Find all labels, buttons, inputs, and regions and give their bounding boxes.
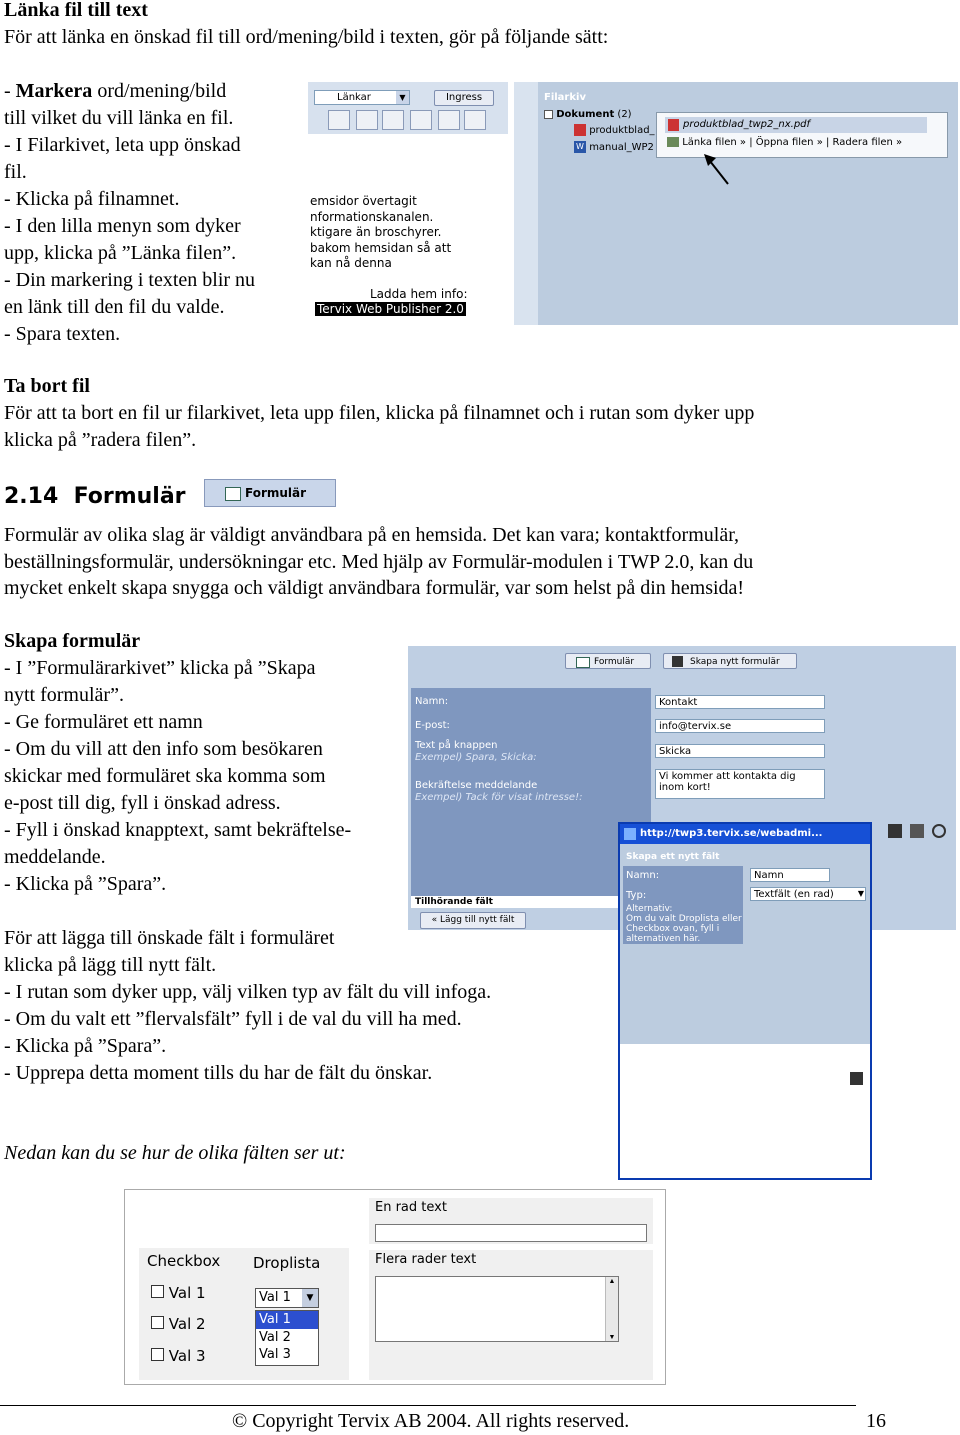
dropdown-select[interactable] [255,1288,319,1308]
popup-type-select[interactable] [750,887,866,901]
dropdown-option[interactable]: Val 2 [259,1330,291,1345]
file-name: manual_WP2 [589,142,654,153]
file-name: produktblad_ [589,125,655,136]
create-form-line: e-post till dig, fyll i önskad adress. [4,792,281,814]
single-line-input[interactable] [375,1224,647,1242]
chevron-down-icon: ▼ [302,1289,318,1307]
download-label: Ladda hem info: [370,287,468,301]
file-item[interactable] [574,141,654,153]
button-text-label [415,740,537,764]
create-form-line: - Fyll i önskad knapptext, samt bekräftelse- [4,819,352,841]
popup-alternatives-text [626,904,742,944]
single-line-title: En rad text [375,1200,447,1215]
checkbox-option-label: Val 3 [168,1347,206,1365]
download-link[interactable]: Tervix Web Publisher 2.0 [317,302,464,316]
outdent-icon[interactable] [356,110,378,130]
textarea-scrollbar[interactable] [605,1277,618,1341]
link-file-step-line: - I den lilla menyn som dyker [4,215,241,237]
checkbox-option[interactable] [151,1284,206,1302]
popup-actions[interactable] [667,137,902,148]
section-line: Formulär av olika slag är väldigt användbara på en hemsida. Det kan vara; kontaktformulär, [4,524,740,546]
horizontal-rule-icon[interactable] [382,110,404,130]
checkbox-title: Checkbox [147,1252,221,1270]
editor-text [310,194,451,272]
pdf-icon [574,124,586,136]
dropdown-option[interactable]: Val 1 [256,1311,318,1329]
popup-name-label: Namn: [626,870,660,881]
link-file-step-line: - Spara texten. [4,323,121,345]
editor-text-line: kan nå denna [310,256,392,270]
multi-line-title: Flera rader text [375,1252,477,1267]
link-file-step-line: till vilket du vill länka en fil. [4,107,234,129]
create-form-line: - Ge formuläret ett namn [4,711,203,733]
save-icon [672,656,683,667]
checkbox[interactable] [151,1348,164,1361]
email-label: E-post: [415,720,450,731]
checkbox-option[interactable] [151,1315,206,1333]
add-field-line: - I rutan som dyker upp, välj vilken typ av fält du vill infoga. [4,981,492,1003]
form-module-button [204,479,336,507]
scroll-down-icon[interactable]: ▼ [608,1333,616,1341]
link-file-heading: Länka fil till text [4,0,148,21]
confirm-label-main: Bekräftelse meddelande [415,780,538,791]
checkbox[interactable] [151,1285,164,1298]
checkbox-option[interactable] [151,1347,206,1365]
collapse-icon[interactable] [544,110,553,119]
checkbox-option-label: Val 2 [168,1315,206,1333]
remove-file-heading: Ta bort fil [4,375,90,397]
link-file-step-line: en länk till den fil du valde. [4,296,225,318]
name-label: Namn: [415,696,449,707]
popup-type-label: Typ: [626,890,647,901]
popup-filename-text: produktblad_twp2_nx.pdf [683,119,811,130]
step-1-bold: Markera [15,80,93,102]
email-field[interactable]: info@tervix.se [655,719,825,733]
confirm-message-field[interactable]: Vi kommer att kontakta dig inom kort! [655,769,825,799]
step-1-rest: ord/mening/bild [92,80,227,102]
popup-type-value: Textfält (en rad) [754,889,834,900]
section-line: mycket enkelt skapa snygga och väldigt användbara formulär, var som helst på din hemsida! [4,577,745,599]
button-text-label-main: Text på knappen [415,740,498,751]
word-icon: W [574,141,586,153]
save-icon[interactable] [850,1072,863,1085]
create-new-form-button[interactable] [663,653,797,669]
link-file-step-line: - I Filarkivet, leta upp önskad [4,134,241,156]
form-icon [225,487,241,501]
browser-icon [624,828,636,840]
fields-demo [124,1189,666,1385]
name-field[interactable]: Kontakt [655,695,825,709]
columns-icon[interactable] [438,110,460,130]
create-form-line: - Klicka på ”Spara”. [4,873,167,895]
remove-file-line: För att ta bort en fil ur filarkivet, leta upp filen, klicka på filnamnet och i rutan som dyker upp [4,402,755,424]
links-select-value: Länkar [337,92,371,103]
popup-url: http://twp3.tervix.se/webadmi... [640,828,823,839]
section-line: beställningsformulär, undersökningar etc. Med hjälp av Formulär-modulen i TWP 2.0, kan du [4,551,754,573]
dropdown-selected-value: Val 1 [259,1290,291,1305]
tab-formular-label: Formulär [594,657,635,667]
confirm-label [415,780,582,804]
editor-text-line: emsidor övertagit [310,194,417,208]
file-popup-menu [656,112,948,158]
section-number: 2.14 [4,484,59,509]
editor-text-line: ktigare än broschyrer. [310,225,442,239]
links-select[interactable] [314,90,410,105]
popup-name-field[interactable]: Namn [750,868,830,882]
link-file-step-line: upp, klicka på ”Länka filen”. [4,242,237,264]
button-text-hint: Exempel) Spara, Skicka: [415,752,537,763]
popup-alt-line: alternativen här. [626,934,701,944]
link-file-step-line: - Klicka på filnamnet. [4,188,180,210]
create-new-form-label: Skapa nytt formulär [690,657,780,667]
create-form-heading: Skapa formulär [4,630,141,652]
confirm-hint: Exempel) Tack för visat intresse!: [415,792,583,803]
scroll-up-icon[interactable]: ▲ [608,1277,616,1285]
preview-icon[interactable] [932,824,946,838]
editor-screenshot [308,82,508,325]
pdf-icon [668,119,679,131]
filearchive-folder[interactable] [544,109,632,120]
tab-formular[interactable] [565,653,651,669]
fields-caption: Nedan kan du se hur de olika fälten ser ut: [4,1142,346,1164]
folder-name: Dokument [556,109,615,120]
table-icon[interactable] [410,110,432,130]
fields-header: Tillhörande fält [411,896,623,908]
add-field-line: För att lägga till önskade fält i formuläret [4,927,335,949]
folder-count: (2) [617,109,632,120]
form-icon [576,657,590,668]
popup-actions-text[interactable]: Länka filen » | Öppna filen » | Radera filen » [682,137,903,148]
popup-alt-line: Checkbox ovan, fyll i [626,924,720,934]
section-heading [4,484,186,509]
add-field-line: klicka på lägg till nytt fält. [4,954,217,976]
link-file-step-line: fil. [4,161,27,183]
save-icon[interactable] [888,824,902,838]
indent-icon[interactable] [328,110,350,130]
filearchive-sidebar [514,82,538,325]
popup-filename [665,117,927,133]
footer-rule [0,1405,856,1406]
footer-copyright: © Copyright Tervix AB 2004. All rights reserved. [232,1410,630,1432]
add-field-line: - Klicka på ”Spara”. [4,1035,167,1057]
ingress-button[interactable]: Ingress [434,90,494,106]
link-file-step-line: - Din markering i texten blir nu [4,269,256,291]
form-module-button-label: Formulär [245,486,307,500]
chevron-down-icon: ▼ [396,91,409,104]
button-text-field[interactable]: Skicka [655,744,825,758]
remove-file-line: klicka på ”radera filen”. [4,429,197,451]
filearchive-screenshot [514,82,958,325]
popup-title: Skapa ett nytt fält [626,852,720,862]
multi-line-textarea[interactable] [375,1276,619,1342]
create-form-line: - Om du vill att den info som besökaren [4,738,323,760]
create-form-line: meddelande. [4,846,106,868]
print-icon[interactable] [910,824,924,838]
chevron-down-icon: ▼ [857,889,864,898]
dropdown-option[interactable]: Val 3 [259,1347,291,1362]
editor-text-line: bakom hemsidan så att [310,240,452,255]
add-field-line: - Upprepa detta moment tills du har de fält du önskar. [4,1062,433,1084]
page-number: 16 [866,1410,886,1432]
create-form-line: nytt formulär”. [4,684,124,706]
create-form-line: skickar med formuläret ska komma som [4,765,326,787]
editor-text-line: nformationskanalen. [310,209,434,224]
dropdown-title: Droplista [253,1254,321,1272]
file-item[interactable] [574,124,655,136]
popup-titlebar [620,824,870,844]
link-icon [667,137,679,147]
filearchive-title: Filarkiv [544,92,586,103]
image-icon[interactable] [464,110,486,130]
add-field-line: - Om du valt ett ”flervalsfält” fyll i de val du vill ha med. [4,1008,462,1030]
link-file-step-1: - Markera ord/mening/bild [4,80,227,102]
section-title: Formulär [73,484,186,509]
popup-alt-line: Om du valt Droplista eller [626,914,742,924]
create-form-line: - I ”Formulärarkivet” klicka på ”Skapa [4,657,316,679]
arrow-cursor-icon [702,152,732,188]
popup-alt-line: Alternativ: [626,904,673,914]
popup-window [618,822,872,1180]
dropdown-list [255,1310,319,1366]
checkbox-option-label: Val 1 [168,1284,206,1302]
checkbox[interactable] [151,1316,164,1329]
add-field-button[interactable]: « Lägg till nytt fält [420,912,526,929]
link-file-intro: För att länka en önskad fil till ord/mening/bild i texten, gör på följande sätt: [4,26,609,48]
